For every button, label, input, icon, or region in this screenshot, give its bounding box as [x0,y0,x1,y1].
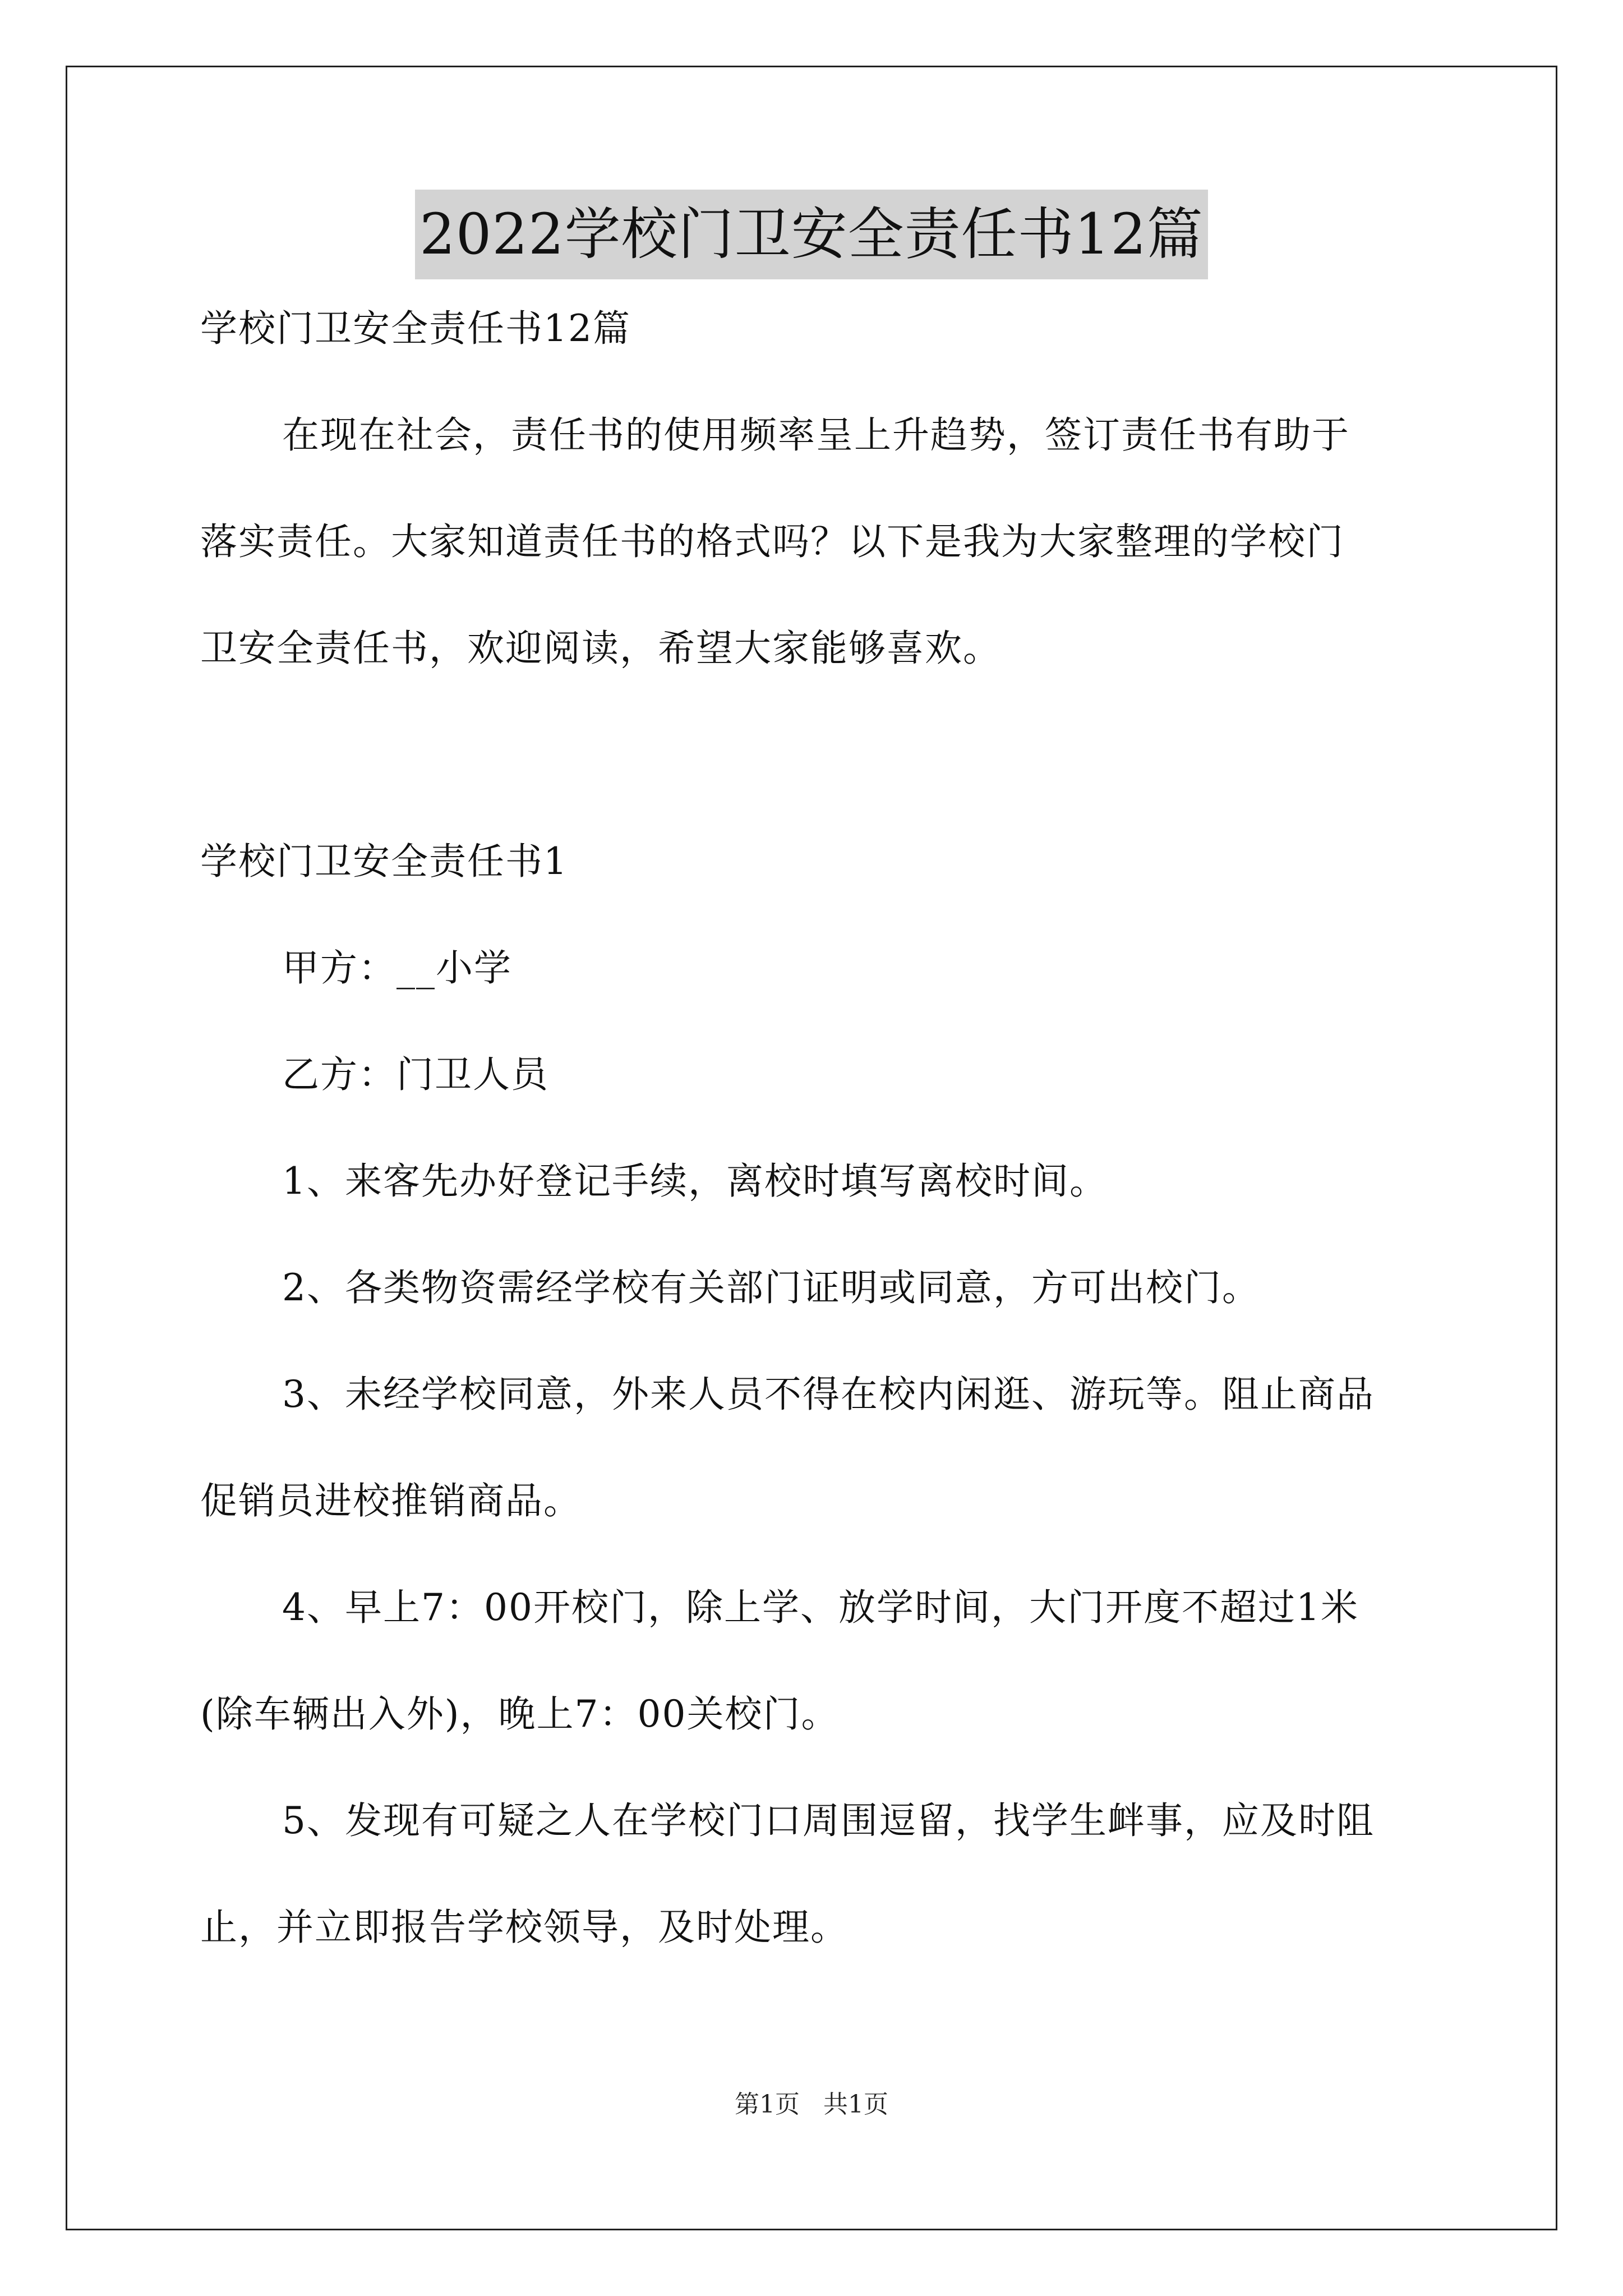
list-item-continuation: (除车辆出入外)，晚上7：00关校门。 [200,1692,840,1736]
list-item-continuation: 止，并立即报告学校领导，及时处理。 [200,1906,849,1949]
document-subtitle: 学校门卫安全责任书12篇 [200,307,631,350]
list-item: 2、各类物资需经学校有关部门证明或同意，方可出校门。 [282,1266,1260,1309]
list-item: 4、早上7：00开校门，除上学、放学时间，大门开度不超过1米 [282,1586,1359,1629]
page-footer [0,2088,1623,2122]
party-b: 乙方：门卫人员 [282,1053,549,1096]
list-item-continuation: 促销员进校推销商品。 [200,1479,582,1522]
list-item: 5、发现有可疑之人在学校门口周围逗留，找学生衅事，应及时阻 [282,1799,1375,1842]
title-container [0,190,1623,279]
party-a: 甲方：__小学 [282,946,512,990]
intro-line: 卫安全责任书，欢迎阅读，希望大家能够喜欢。 [200,627,1001,670]
document-title: 2022学校门卫安全责任书12篇 [415,190,1208,279]
intro-line: 落实责任。大家知道责任书的格式吗？以下是我为大家整理的学校门 [200,520,1344,563]
page-number: 第1页 共1页 [735,2090,888,2119]
section-title: 学校门卫安全责任书1 [200,840,568,883]
list-item: 1、来客先办好登记手续，离校时填写离校时间。 [282,1159,1108,1203]
intro-line: 在现在社会，责任书的使用频率呈上升趋势，签订责任书有助于 [282,413,1350,457]
list-item: 3、未经学校同意，外来人员不得在校内闲逛、游玩等。阻止商品 [282,1373,1375,1416]
document-body [200,302,1434,1954]
